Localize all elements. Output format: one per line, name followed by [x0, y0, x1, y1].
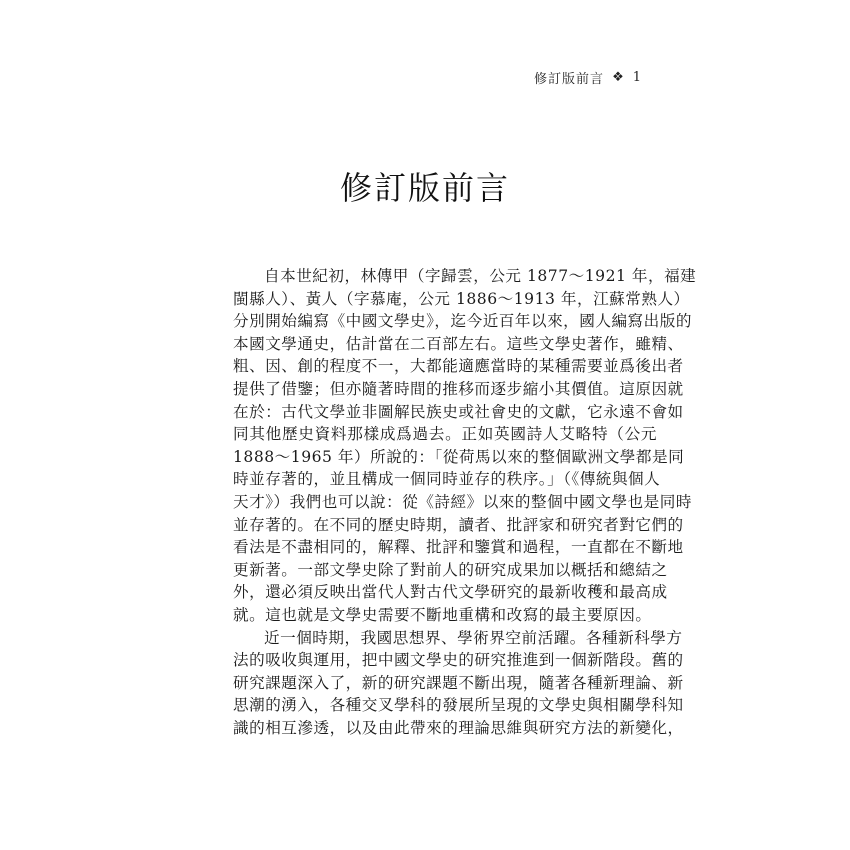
running-head-section: 修訂版前言	[534, 72, 605, 87]
paragraph-1	[233, 265, 697, 627]
text-line: 天才》）我們也可以說：從《詩經》以來的整個中國文學也是同時	[233, 492, 692, 511]
text-line: 看法是不盡相同的，解釋、批評和鑒賞和過程，一直都在不斷地	[233, 538, 684, 557]
ornament-icon: ❖	[612, 70, 625, 85]
text-line: 在於：古代文學並非圖解民族史或社會史的文獻，它永遠不會如	[233, 402, 684, 421]
text-line: 近一個時期，我國思想界、學術界空前活躍。各種新科學方	[264, 628, 683, 647]
text-line: 1888～1965 年）所說的：「從荷馬以來的整個歐洲文學都是同	[233, 447, 685, 466]
text-line: 法的吸收與運用，把中國文學史的研究推進到一個新階段。舊的	[233, 651, 684, 670]
text-line: 思潮的湧入，各種交叉學科的發展所呈現的文學史與相關學科知	[233, 696, 684, 715]
paragraph-2	[233, 627, 684, 740]
text-line: 研究課題深入了，新的研究課題不斷出現，隨著各種新理論、新	[233, 673, 684, 692]
text-line: 同其他歷史資料那樣成爲過去。正如英國詩人艾略特（公元	[233, 425, 657, 444]
text-line: 就。這也就是文學史需要不斷地重構和改寫的最主要原因。	[233, 605, 652, 624]
text-line: 分別開始編寫《中國文學史》，迄今近百年以來，國人編寫出版的	[233, 312, 692, 331]
page-number: 1	[632, 70, 642, 85]
page-title: 修訂版前言	[339, 169, 510, 207]
text-line: 提供了借鑒；但亦隨著時間的推移而逐步縮小其價值。這原因就	[233, 379, 684, 398]
text-line: 識的相互滲透，以及由此帶來的理論思維與研究方法的新變化，	[233, 718, 684, 737]
text-line: 並存著的。在不同的歷史時期，讀者、批評家和研究者對它們的	[233, 515, 684, 534]
text-line: 外，還必須反映出當代人對古代文學研究的最新收穫和最高成	[233, 583, 668, 602]
text-line: 粗、因、創的程度不一，大都能適應當時的某種需要並爲後出者	[233, 357, 684, 376]
text-line: 閩縣人）、黃人（字慕庵，公元 1886～1913 年，江蘇常熟人）	[233, 289, 690, 308]
text-line: 自本世紀初，林傳甲（字歸雲，公元 1877～1921 年，福建	[264, 267, 697, 285]
text-line: 更新著。一部文學史除了對前人的研究成果加以概括和總結之	[233, 560, 668, 579]
text-line: 時並存著的，並且構成一個同時並存的秩序。」（《傳統與個人	[233, 470, 661, 489]
body-text	[233, 265, 697, 739]
running-head	[534, 68, 642, 87]
text-line: 本國文學通史，估計當在二百部左右。這些文學史著作，雖精、	[233, 334, 684, 353]
